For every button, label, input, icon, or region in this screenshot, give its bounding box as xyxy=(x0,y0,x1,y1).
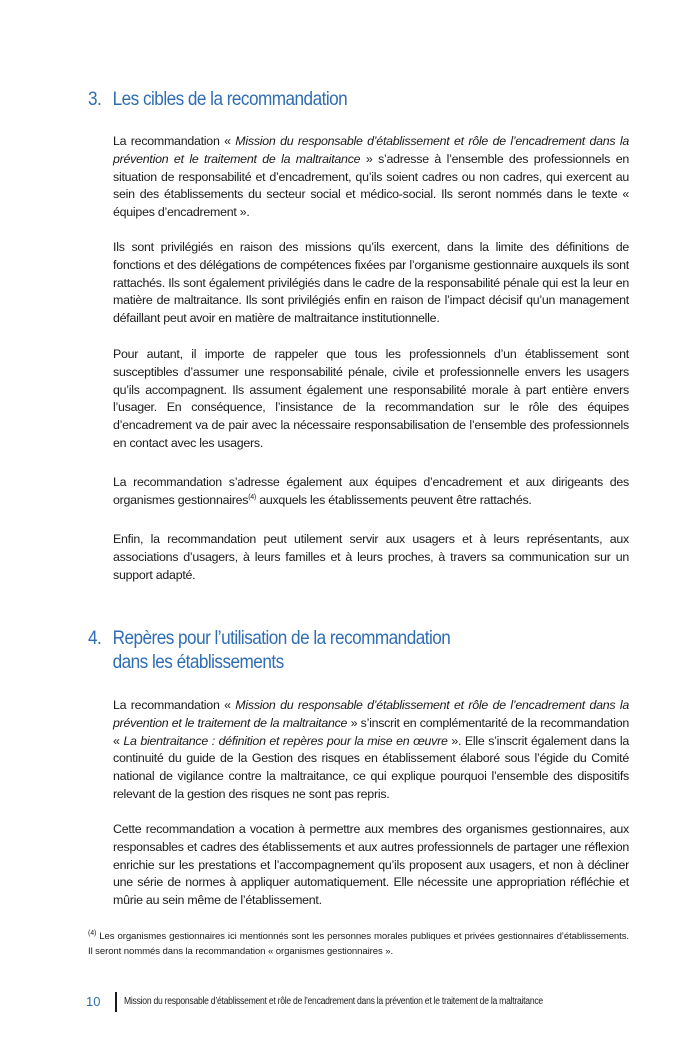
paragraph-text: » s’inscrit en complémentarité de la recommandation « xyxy=(113,715,629,748)
footer-running-title: Mission du responsable d’établissement et rôle de l’encadrement dans la prévention et le traitement de la maltraitance xyxy=(124,996,543,1007)
section-4-heading xyxy=(88,626,629,674)
paragraph-text: La recommandation « xyxy=(113,698,236,712)
section-3-number: 3. xyxy=(88,88,102,110)
section-4-title: Repères pour l’utilisation de la recommandation dans les établissements xyxy=(112,627,451,673)
page-footer xyxy=(86,992,646,1014)
footnote-reference: (4) xyxy=(248,493,257,501)
section-3-paragraph-4 xyxy=(113,474,629,510)
recommendation-title-italic: Mission du responsable d’établissement et rôle de l’encadrement dans la prévention et le traitement de la maltraitance xyxy=(113,134,630,166)
paragraph-text: auxquels les établissements peuvent être rattachés. xyxy=(256,492,532,507)
section-4-paragraph-2: Cette recommandation a vocation à permettre aux membres des organismes gestionnaires, aux responsables et cadres des établissements et aux autres professionnels de partager une réflexion enrichie sur les prestations et l’accompagnement qu’ils proposent aux usagers, et non à décliner une série de normes à appliquer automatiquement. Elle nécessite une appropriation réfléchie et mûrie au sein même de l’établissement. xyxy=(113,822,629,908)
paragraph-text: La recommandation s’adresse également aux équipes d’encadrement et aux dirigeants des organismes gestionnaires xyxy=(113,475,629,507)
section-3-paragraph-3: Pour autant, il importe de rappeler que tous les professionnels d’un établissement sont susceptibles d’assumer une responsabilité pénale, civile et professionnelle envers les usagers qu’ils accompagnent. Ils assument également une responsabilité morale à part entière envers l’usager. En conséquence, l’insistance de la recommandation sur le rôle des équipes d’encadrement va de pair avec la nécessaire responsabilisation de l’ensemble des professionnels en contact avec les usagers. xyxy=(113,347,629,450)
section-3-title: Les cibles de la recommandation xyxy=(112,88,348,110)
paragraph-text: » s’adresse à l’ensemble des professionnels en situation de responsabilité et d’encadrement, qu’ils soient cadres ou non cadres, qui exercent au sein des établissements du secteur social et médico-social. Ils seront nommés dans le texte « équipes d’encadrement ». xyxy=(113,151,629,220)
section-4-number: 4. xyxy=(88,627,102,649)
recommendation-title-italic: La bientraitance : définition et repères pour la mise en œuvre xyxy=(123,733,448,748)
page-number: 10 xyxy=(86,994,101,1009)
footnote-marker: (4) xyxy=(88,929,97,937)
footnote xyxy=(88,930,629,959)
section-3-heading xyxy=(88,87,629,111)
recommendation-title-italic: Mission du responsable d’établissement et rôle de l’encadrement dans la prévention et le traitement de la maltraitance xyxy=(113,698,630,730)
footer-divider xyxy=(115,992,117,1012)
paragraph-text: La recommandation « xyxy=(113,134,236,148)
footnote-text: Les organismes gestionnaires ici mentionnés sont les personnes morales publiques et privées gestionnaires d’établissements. Il seront nommés dans la recommandation « organismes gestionnaires ». xyxy=(88,931,629,957)
section-3-paragraph-1 xyxy=(113,133,629,222)
section-4-paragraph-1 xyxy=(113,697,629,804)
paragraph-text: ». Elle s’inscrit également dans la continuité du guide de la Gestion des risques en établissement élaboré sous l’égide du Comité national de vigilance contre la maltraitance, ce qui explique pourquoi l’ensemble des dispositifs relevant de la gestion des risques ne sont pas repris. xyxy=(113,733,629,801)
section-3-paragraph-5: Enfin, la recommandation peut utilement servir aux usagers et à leurs représentants, aux associations d’usagers, à leurs familles et à leurs proches, à travers sa communication sur un support adapté. xyxy=(113,532,629,582)
section-3-paragraph-2: Ils sont privilégiés en raison des missions qu’ils exercent, dans la limite des définitions de fonctions et des délégations de compétences fixées par l’organisme gestionnaire auxquels ils sont rattachés. Ils sont également privilégiés dans le cadre de la responsabilité pénale qui est la leur en matière de maltraitance. Ils sont privilégiés enfin en raison de l’impact décisif qu’un management défaillant peut avoir en matière de maltraitance institutionnelle. xyxy=(113,240,629,326)
